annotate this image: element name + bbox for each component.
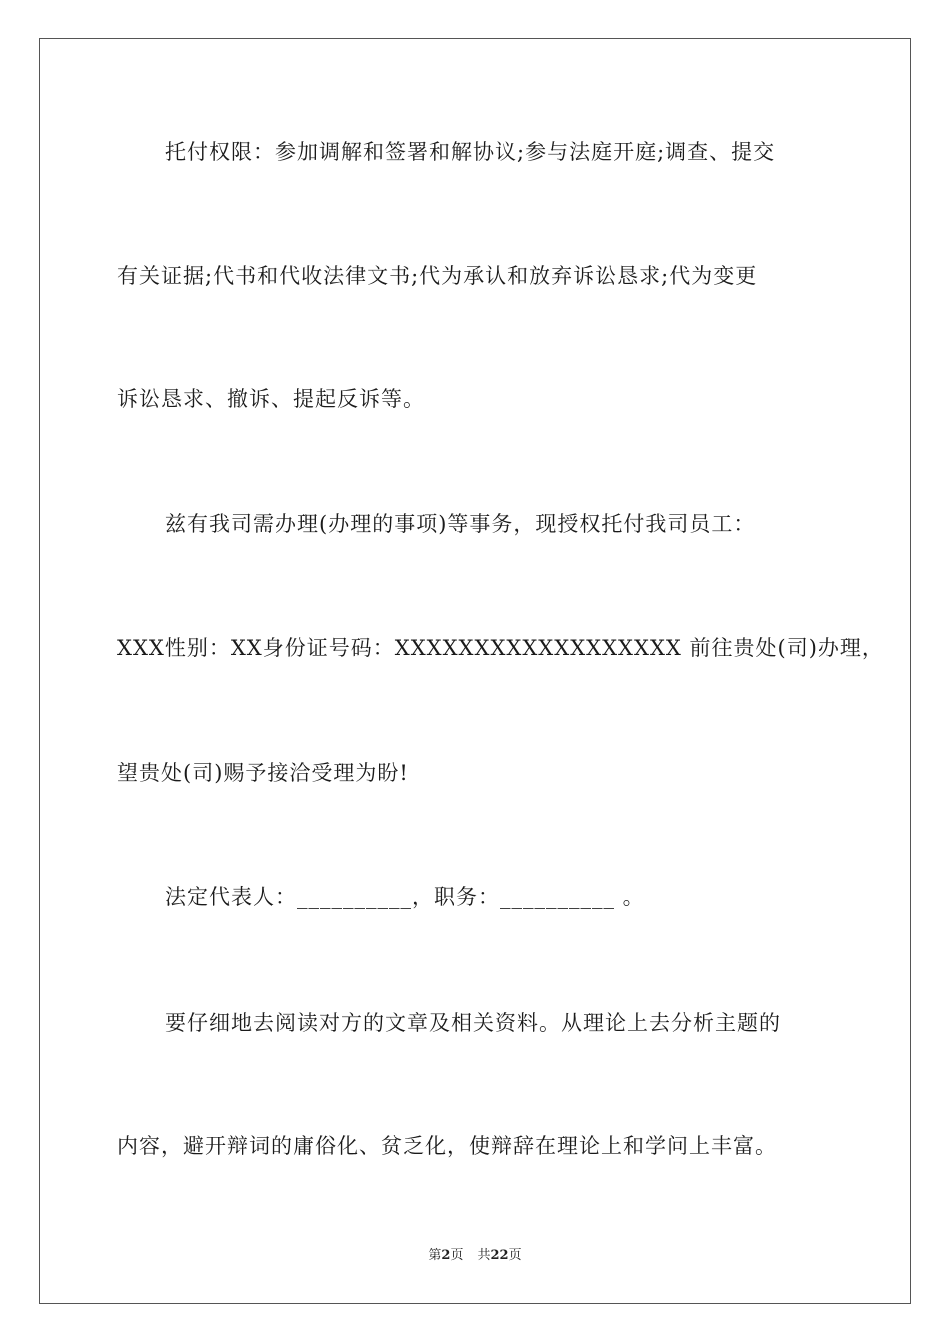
paragraph-line-5: XXX性别：XX身份证号码：XXXXXXXXXXXXXXXXXX 前往贵处(司)办理， [117, 636, 884, 660]
total-suffix: 页 [508, 1248, 522, 1263]
paragraph-line-2: 有关证据;代书和代收法律文书;代为承认和放弃诉讼恳求;代为变更 [117, 264, 758, 288]
paragraph-line-8: 内容，避开辩词的庸俗化、贫乏化，使辩辞在理论上和学问上丰富。 [117, 1134, 777, 1158]
rep-blank: __________ [297, 885, 412, 909]
paragraph-line-6: 望贵处(司)赐予接洽受理为盼! [117, 761, 409, 785]
paragraph-line-3: 诉讼恳求、撤诉、提起反诉等。 [117, 387, 425, 411]
page-current: 2 [441, 1248, 451, 1263]
title-blank: __________ [500, 885, 615, 909]
page-footer [0, 1247, 950, 1265]
page-suffix: 页 [450, 1248, 464, 1263]
paragraph-line-7: 要仔细地去阅读对方的文章及相关资料。从理论上去分析主题的 [165, 1011, 781, 1035]
paragraph-line-4: 兹有我司需办理(办理的事项)等事务，现授权托付我司员工： [165, 512, 756, 536]
signature-end: 。 [615, 885, 645, 909]
page-prefix: 第 [428, 1248, 442, 1263]
signature-line [165, 882, 885, 912]
total-prefix: 共 [477, 1248, 491, 1263]
page-border [39, 38, 911, 1304]
title-label: ，职务： [412, 885, 500, 909]
page-total: 22 [490, 1248, 509, 1263]
rep-label: 法定代表人： [165, 885, 297, 909]
paragraph-line-1: 托付权限：参加调解和签署和解协议;参与法庭开庭;调查、提交 [165, 140, 776, 164]
